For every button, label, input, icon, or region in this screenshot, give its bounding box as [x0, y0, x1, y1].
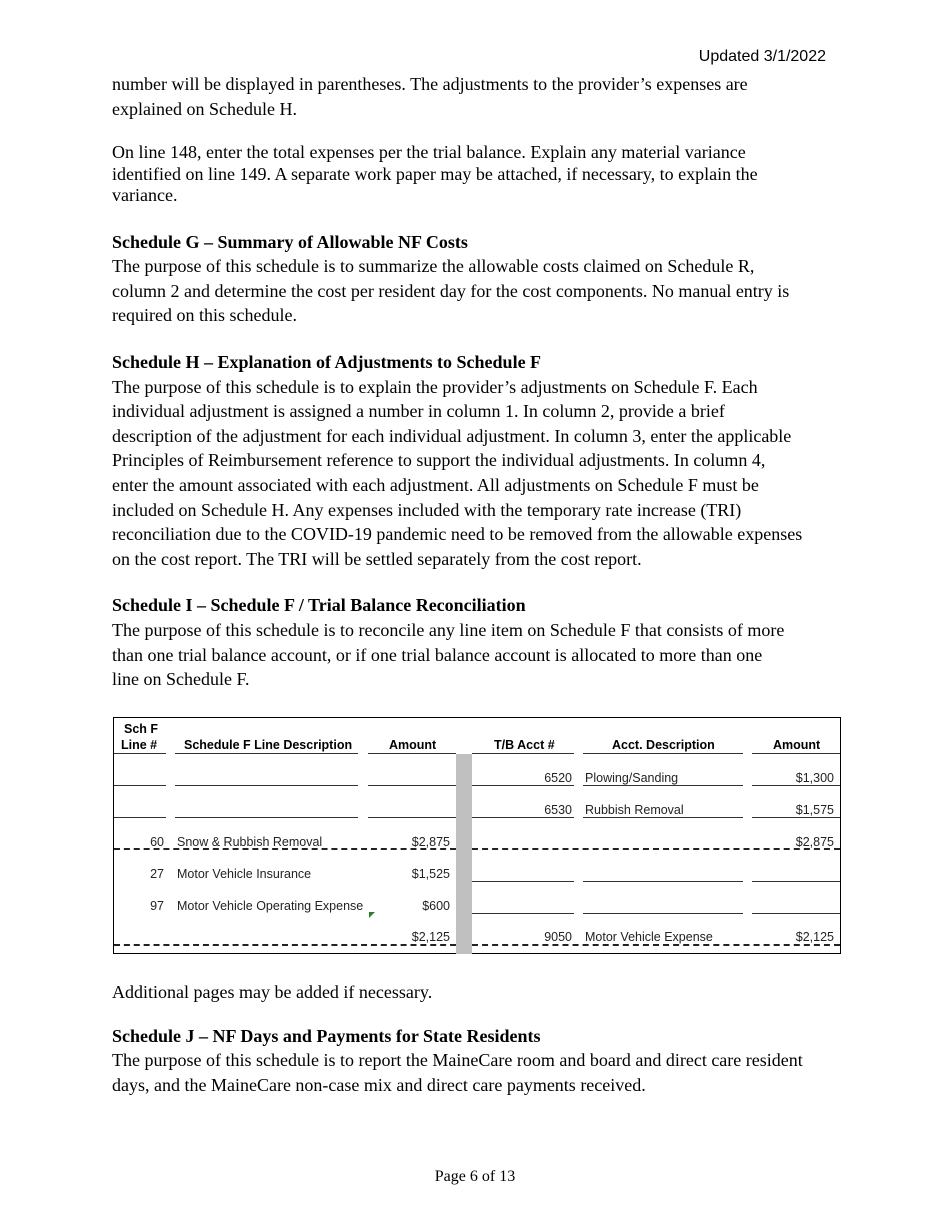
schedule-h-heading: Schedule H – Explanation of Adjustments to Schedule F: [112, 352, 542, 373]
text-line: On line 148, enter the total expenses per the trial balance. Explain any material variance: [112, 142, 746, 163]
schedule-g-heading: Schedule G – Summary of Allowable NF Costs: [112, 231, 468, 252]
row-6-amount-2: $2,125: [795, 930, 834, 944]
text-line: on the cost report. The TRI will be settled separately from the cost report.: [112, 548, 642, 569]
intro-paragraph-2: [112, 142, 832, 207]
row-4-description: Motor Vehicle Insurance: [177, 867, 312, 881]
cell-comment-marker-icon: [369, 912, 375, 918]
row-1-tb-account: 6520: [544, 771, 572, 785]
row-4-amount: $1,525: [411, 867, 450, 881]
text-line: required on this schedule.: [112, 305, 297, 326]
text-line: number will be displayed in parentheses. The adjustments to the provider’s expenses are: [112, 74, 748, 94]
schedule-i-text: [112, 618, 832, 692]
text-line: The purpose of this schedule is to summarize the allowable costs claimed on Schedule R,: [112, 256, 755, 277]
header-sch-f: Sch F: [124, 722, 159, 736]
row-6-tb-account: 9050: [544, 930, 572, 944]
text-line: days, and the MaineCare non-case mix and direct care payments received.: [112, 1074, 646, 1095]
row-2-amount-2: $1,575: [795, 803, 834, 817]
row-2-account-description: Rubbish Removal: [585, 803, 684, 817]
updated-date: Updated 3/1/2022: [698, 48, 826, 65]
intro-paragraph-1: [112, 72, 832, 121]
text-line: line on Schedule F.: [112, 669, 250, 690]
document-body: [112, 72, 832, 692]
row-6-amount: $2,125: [411, 930, 450, 944]
row-1-account-description: Plowing/Sanding: [585, 771, 679, 785]
row-2-tb-account: 6530: [544, 803, 572, 817]
row-3-description: Snow & Rubbish Removal: [177, 835, 323, 849]
page-number: Page 6 of 13: [434, 1168, 516, 1185]
text-line: included on Schedule H. Any expenses included with the temporary rate increase (TRI): [112, 499, 742, 520]
row-4-line-number: 27: [150, 867, 164, 881]
header-amount-2: Amount: [773, 738, 821, 752]
text-line: than one trial balance account, or if one trial balance account is allocated to more than one: [112, 644, 763, 665]
text-line: explained on Schedule H.: [112, 98, 297, 119]
text-line: reconciliation due to the COVID-19 pandemic need to be removed from the allowable expenses: [112, 524, 803, 545]
header-line-number: Line #: [121, 738, 158, 752]
lower-body: [112, 980, 832, 1097]
schedule-g-text: [112, 254, 832, 328]
schedule-j-heading: Schedule J – NF Days and Payments for State Residents: [112, 1025, 541, 1046]
text-line: variance.: [112, 185, 178, 206]
additional-pages-note: Additional pages may be added if necessary.: [112, 982, 433, 1002]
row-6-account-description: Motor Vehicle Expense: [585, 930, 713, 944]
row-5-line-number: 97: [150, 899, 164, 913]
text-line: The purpose of this schedule is to reconcile any line item on Schedule F that consists of more: [112, 620, 785, 640]
row-5-amount: $600: [422, 899, 450, 913]
text-line: enter the amount associated with each adjustment. All adjustments on Schedule F must be: [112, 475, 759, 496]
text-line: description of the adjustment for each individual adjustment. In column 3, enter the applicable: [112, 425, 792, 446]
header-schedule-f-description: Schedule F Line Description: [184, 738, 353, 752]
row-3-amount-2: $2,875: [795, 835, 834, 849]
row-1-amount-2: $1,300: [795, 771, 834, 785]
row-3-amount: $2,875: [411, 835, 450, 849]
header-tb-account: T/B Acct #: [494, 738, 555, 752]
row-3-line-number: 60: [150, 835, 164, 849]
header-account-description: Acct. Description: [612, 738, 715, 752]
text-line: individual adjustment is assigned a number in column 1. In column 2, provide a brief: [112, 401, 725, 422]
separator-column: [456, 754, 472, 954]
schedule-j-text: [112, 1048, 832, 1097]
reconciliation-example-table: [113, 717, 841, 954]
text-line: identified on line 149. A separate work paper may be attached, if necessary, to explain the: [112, 163, 758, 184]
schedule-i-heading: Schedule I – Schedule F / Trial Balance Reconciliation: [112, 595, 526, 616]
text-line: column 2 and determine the cost per resident day for the cost components. No manual entry is: [112, 280, 790, 301]
row-5-description: Motor Vehicle Operating Expense: [177, 899, 364, 913]
text-line: The purpose of this schedule is to explain the provider’s adjustments on Schedule F. Each: [112, 376, 758, 397]
text-line: The purpose of this schedule is to report the MaineCare room and board and direct care resident: [112, 1050, 803, 1071]
text-line: Principles of Reimbursement reference to support the individual adjustments. In column 4,: [112, 450, 766, 471]
header-amount: Amount: [389, 738, 437, 752]
schedule-h-text: [112, 375, 832, 572]
